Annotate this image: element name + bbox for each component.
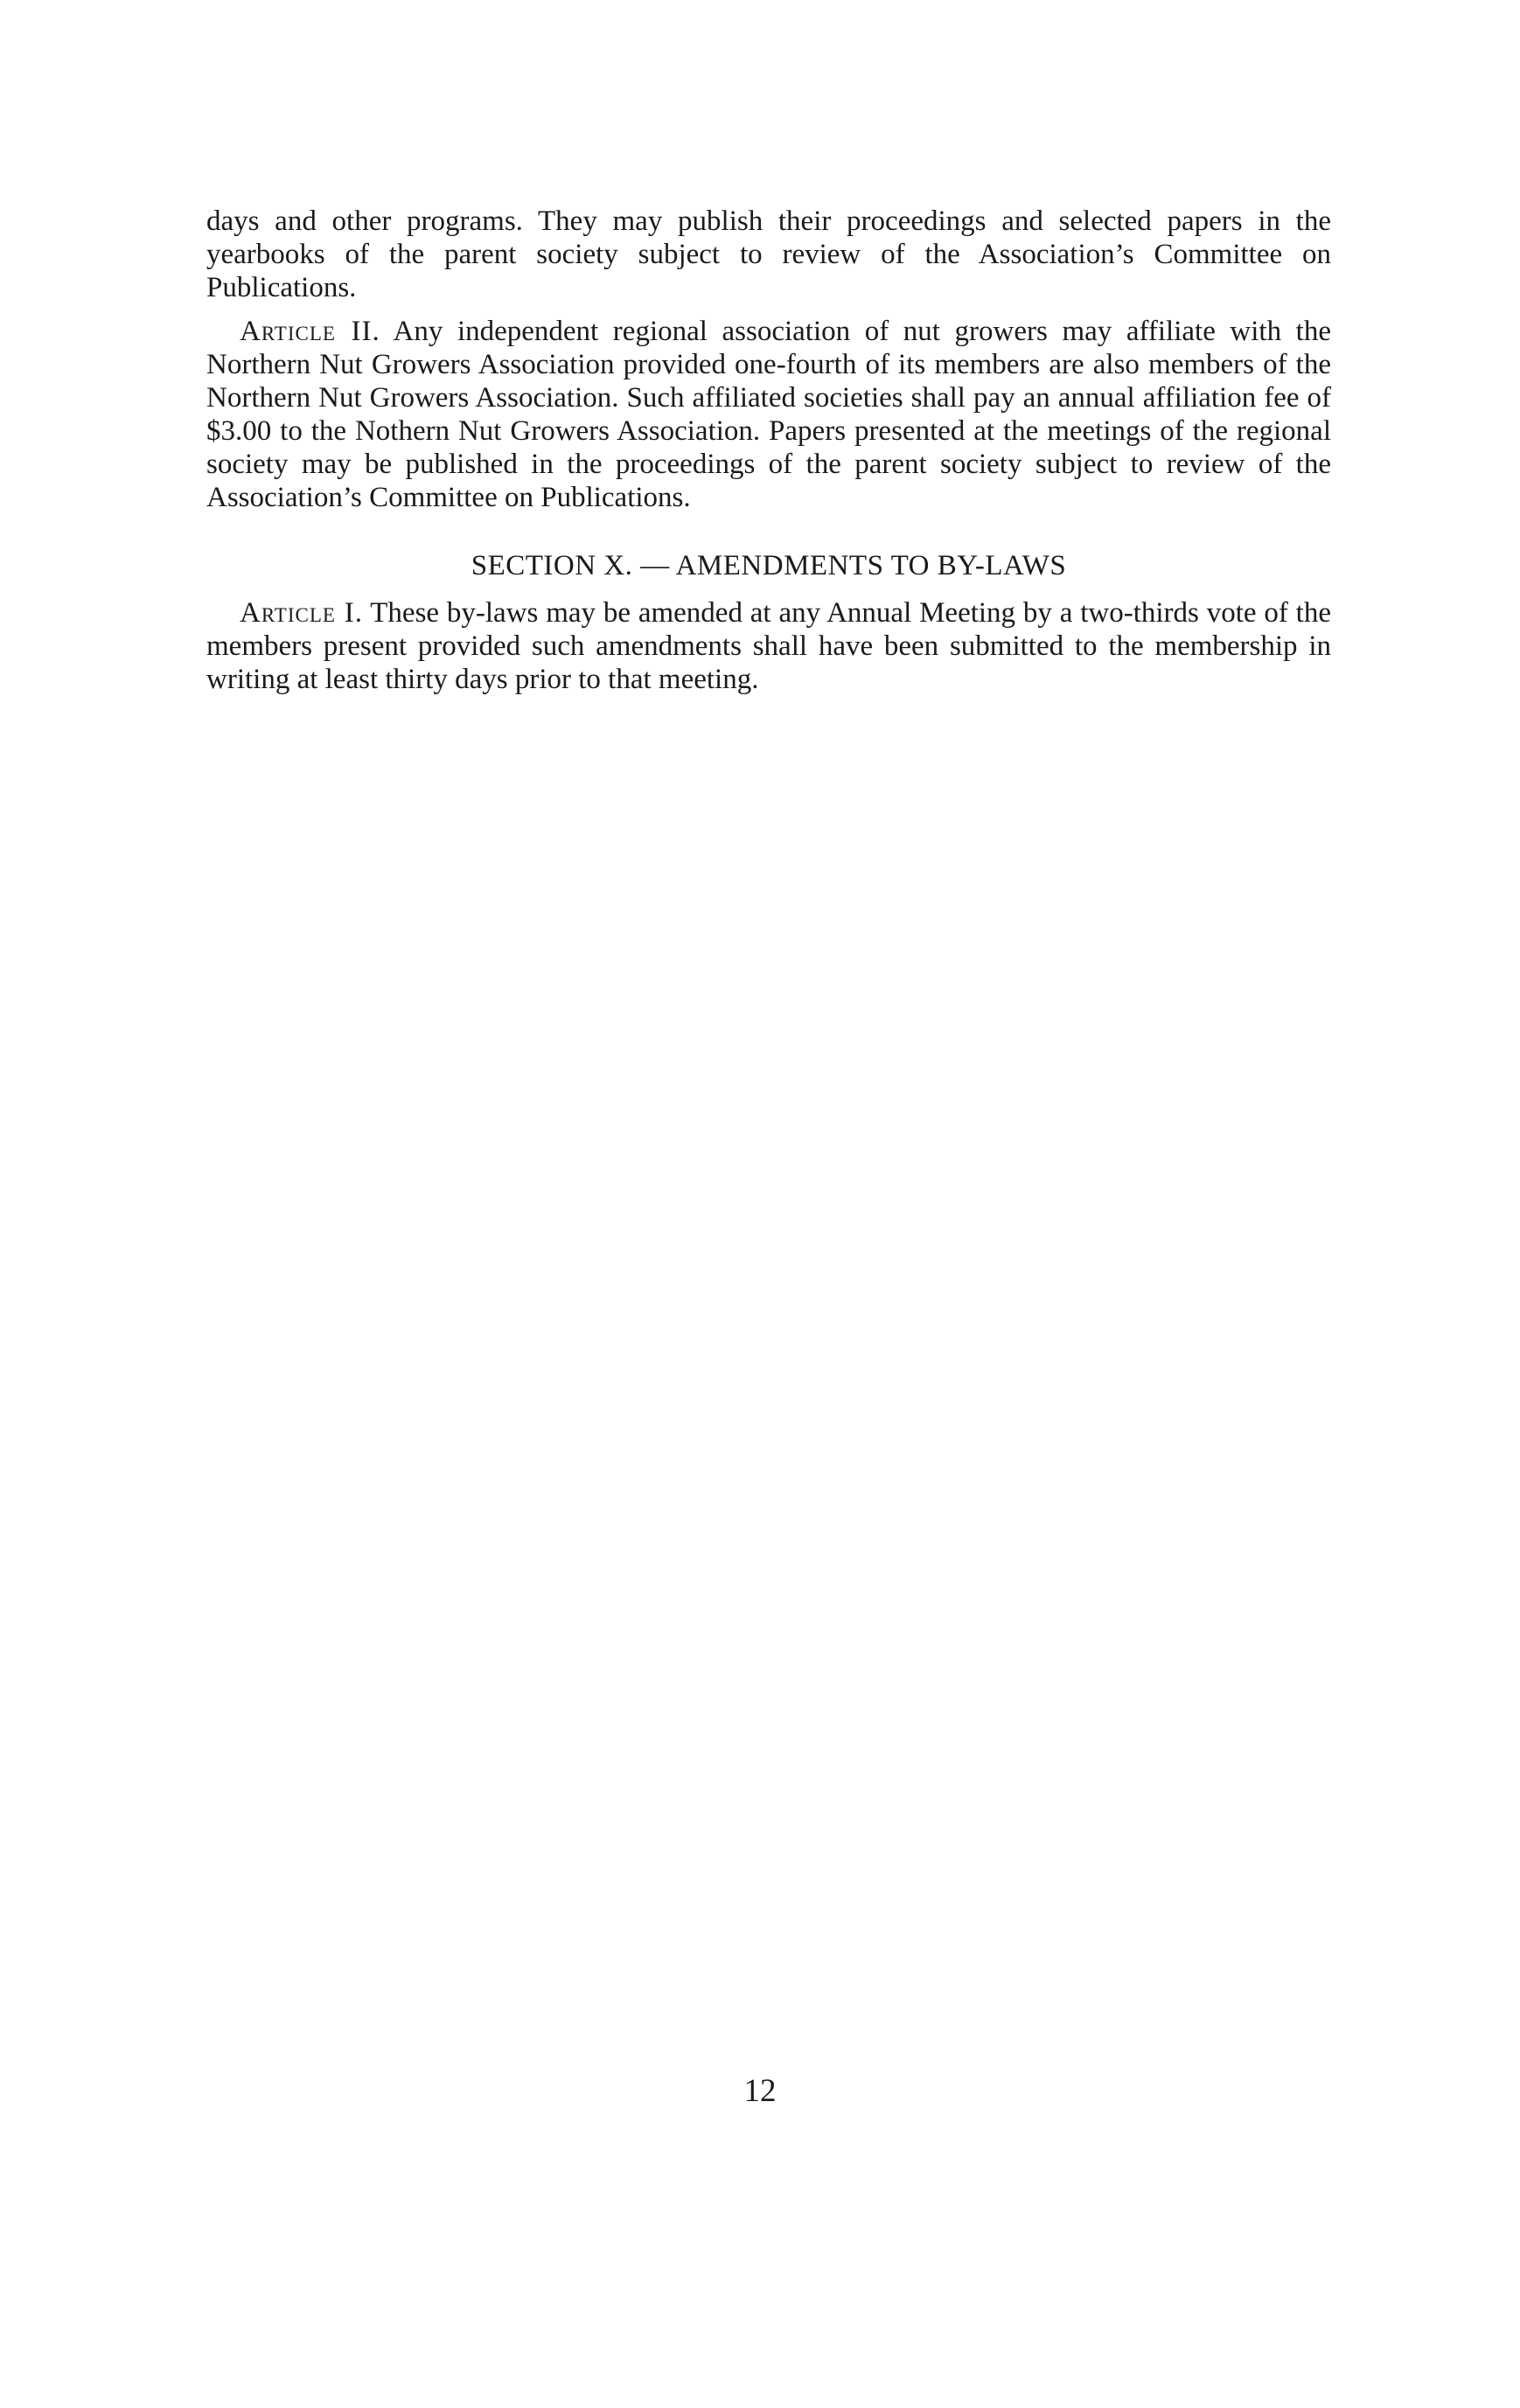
page-number: 12 [743, 2073, 777, 2109]
section-heading: SECTION X. — AMENDMENTS TO BY-LAWS [471, 550, 1067, 581]
article-i-text: These by-laws may be amended at any Annual Meeting by a two-thirds vote of the members present provided such amendments shall have been submitted to the membership in writing at least thirty days prior to that meeting. [206, 597, 1331, 695]
article-i-label: Article I. [240, 597, 364, 629]
intro-paragraph-text: days and other programs. They may publish their proceedings and selected papers in the yearbooks of the parent society subject to review of the Association’s Committee on Publications. [206, 205, 1331, 303]
article-ii-paragraph [206, 315, 1331, 514]
article-ii-body [206, 315, 1331, 514]
article-i-paragraph [206, 596, 1331, 696]
intro-paragraph [206, 205, 1331, 304]
article-ii-label: Article II. [240, 316, 380, 347]
article-ii-text: Any independent regional association of nut growers may affiliate with the Northern Nut Growers Association provided one-fourth of its members are also members of the Northern Nut Growers Association. Such affiliated societies shall pay an annual affiliation fee of $3.00 to the Nothern Nut Growers Association. Papers presented at the meetings of the regional society may be published in the proceedings of the parent society subject to review of the Association’s Committee on Publications. [206, 316, 1331, 513]
article-i-body [206, 596, 1331, 696]
